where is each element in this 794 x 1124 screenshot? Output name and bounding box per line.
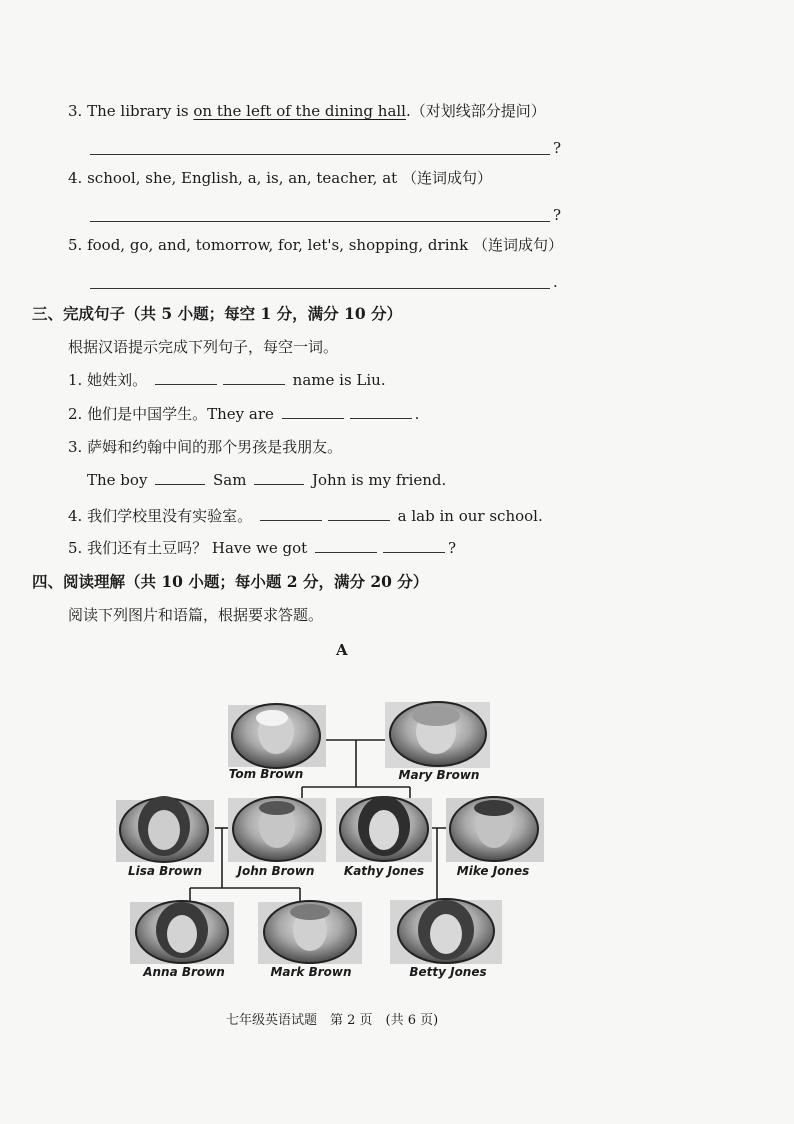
- s3-item-5-cn: 我们还有土豆吗？ Have we got: [87, 539, 308, 557]
- q5-number: 5.: [68, 236, 83, 254]
- portrait-mark-brown: [258, 901, 362, 964]
- label-lisa-brown: Lisa Brown: [127, 864, 203, 878]
- s3-item-5-number: 5.: [68, 539, 83, 557]
- page-footer: 七年级英语试题 第 2 页 (共 6 页): [226, 1013, 439, 1028]
- s3-item-2-number: 2.: [68, 405, 83, 423]
- portrait-lisa-brown: [116, 796, 214, 862]
- label-john-brown: John Brown: [237, 864, 315, 878]
- portrait-john-brown: [228, 797, 326, 862]
- label-anna-brown: Anna Brown: [143, 965, 225, 979]
- section4-instruction: 阅读下列图片和语篇，根据要求答题。: [68, 606, 324, 624]
- portrait-tom-brown: [228, 704, 326, 768]
- q4-hint: （连词成句）: [401, 169, 492, 187]
- q3-pre: The library is: [87, 102, 194, 120]
- q5-text: food, go, and, tomorrow, for, let's, shopping, drink: [87, 236, 469, 254]
- portrait-kathy-jones: [336, 796, 432, 862]
- q5-end-mark: .: [553, 273, 558, 291]
- s3-item-1-cn: 她姓刘。: [87, 371, 148, 389]
- s3-item-3-c: John is my friend.: [312, 471, 447, 489]
- s3-item-3-cn: 萨姆和约翰中间的那个男孩是我朋友。: [87, 438, 343, 456]
- s3-item-4-cn: 我们学校里没有实验室。: [87, 507, 253, 525]
- label-mike-jones: Mike Jones: [456, 864, 530, 878]
- q3-hint: （对划线部分提问）: [410, 102, 546, 120]
- s3-item-2-cn: 他们是中国学生。They are: [87, 405, 274, 423]
- label-mary-brown: Mary Brown: [398, 768, 480, 782]
- label-tom-brown: Tom Brown: [228, 767, 304, 781]
- s3-item-3-number: 3.: [68, 438, 83, 456]
- s3-item-5-after: ?: [447, 539, 456, 557]
- section4-title: 四、阅读理解（共 10 小题；每小题 2 分，满分 20 分）: [32, 572, 429, 591]
- label-kathy-jones: Kathy Jones: [343, 864, 425, 878]
- s3-item-3-a: The boy: [87, 471, 148, 489]
- q3-underlined: on the left of the dining hall: [193, 102, 406, 120]
- s3-item-1-after: name is Liu.: [292, 371, 386, 389]
- portrait-mike-jones: [446, 797, 544, 862]
- q3-number: 3.: [68, 102, 83, 120]
- q3-end-mark: ?: [553, 139, 562, 157]
- s3-item-4-number: 4.: [68, 507, 83, 525]
- s3-item-4-after: a lab in our school.: [397, 507, 543, 525]
- q3-post: .: [405, 102, 411, 120]
- q4-number: 4.: [68, 169, 83, 187]
- s3-item-2-after: .: [414, 405, 420, 423]
- s3-item-3-b: Sam: [212, 471, 247, 489]
- portrait-anna-brown: [130, 901, 234, 964]
- q4-text: school, she, English, a, is, an, teacher, at: [87, 169, 398, 187]
- portrait-mary-brown: [385, 702, 490, 768]
- q4-end-mark: ?: [553, 206, 562, 224]
- q5-hint: （连词成句）: [473, 236, 564, 254]
- section3-title: 三、完成句子（共 5 小题；每空 1 分，满分 10 分）: [32, 304, 403, 323]
- passage-label: A: [336, 641, 348, 659]
- label-mark-brown: Mark Brown: [270, 965, 352, 979]
- section3-instruction: 根据汉语提示完成下列句子，每空一词。: [68, 338, 339, 356]
- portrait-betty-jones: [390, 899, 502, 964]
- label-betty-jones: Betty Jones: [409, 965, 487, 979]
- s3-item-1-number: 1.: [68, 371, 83, 389]
